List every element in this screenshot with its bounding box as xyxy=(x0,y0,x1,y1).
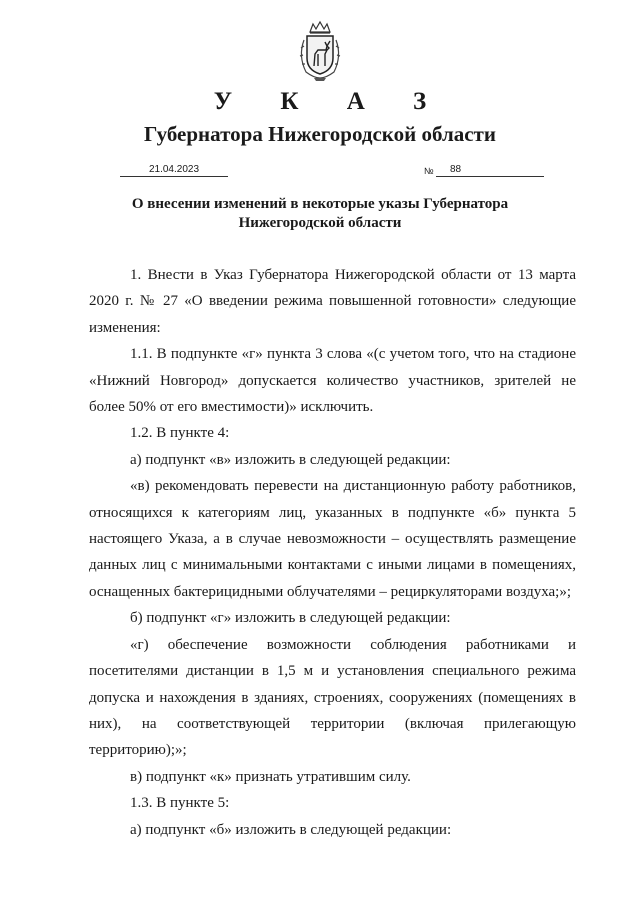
issuer-title: Губернатора Нижегородской области xyxy=(144,122,496,146)
paragraph: а) подпункт «в» изложить в следующей редакции: xyxy=(130,451,451,468)
decree-number: 88 xyxy=(436,163,544,177)
decree-date: 21.04.2023 xyxy=(120,163,228,177)
paragraph: в) подпункт «к» признать утратившим силу. xyxy=(130,768,411,785)
paragraph: «г) обеспечение возможности соблюдения работниками и посетителями дистанции в 1,5 м и установления специального режима допуска и нахождения в зданиях, строениях, сооружениях (помещениях в них), на соответствующей территории (включая прилегающую территорию);»; xyxy=(89,636,576,759)
number-label: № xyxy=(424,166,434,176)
paragraph: «в) рекомендовать перевести на дистанционную работу работников, относящихся к категориям лиц, указанных в подпункте «б» пункта 5 настоящего Указа, а в случае невозможности – осуществлять размещение данных лиц с минимальными контактами с иными лицами в помещениях, оснащенных бактерицидными облучателями – рециркуляторами воздуха;»; xyxy=(89,478,576,600)
paragraph: 1.2. В пункте 4: xyxy=(130,425,230,442)
document-body xyxy=(89,262,576,843)
document-title: О внесении изменений в некоторые указы Губернатора Нижегородской области xyxy=(131,196,509,231)
paragraph: б) подпункт «г» изложить в следующей редакции: xyxy=(130,610,451,627)
decree-word: У К А З xyxy=(213,88,448,115)
coat-of-arms-icon xyxy=(296,20,344,82)
paragraph: 1.1. В подпункте «г» пункта 3 слова «(с учетом того, что на стадионе «Нижний Новгород» допускается количество участников, зрителей не более 50% от его вместимости)» исключить. xyxy=(89,346,576,416)
paragraph: 1. Внести в Указ Губернатора Нижегородской области от 13 марта 2020 г. № 27 «О введении режима повышенной готовности» следующие изменения: xyxy=(89,267,576,336)
paragraph: 1.3. В пункте 5: xyxy=(130,795,230,812)
paragraph: а) подпункт «б» изложить в следующей редакции: xyxy=(130,821,452,838)
